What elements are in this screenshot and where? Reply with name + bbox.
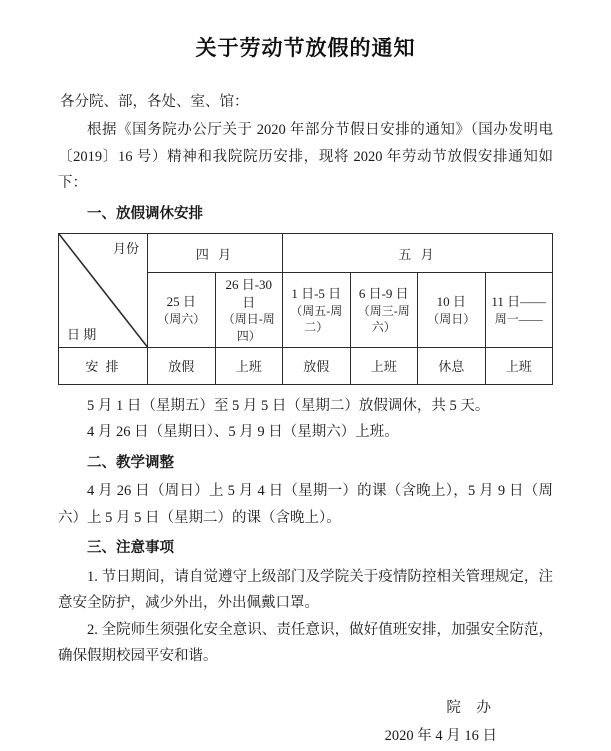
- section-heading-1: 一、放假调休安排: [87, 205, 203, 222]
- section-heading-3: 三、注意事项: [87, 540, 174, 557]
- arrangement-cell-3: 放假: [283, 347, 351, 384]
- signature-org: 院 办: [446, 700, 497, 717]
- page-title: 关于劳动节放假的通知: [195, 36, 416, 60]
- date-cell-1: [148, 273, 216, 347]
- date-cell-3-line2: （周五-周二）: [290, 303, 343, 334]
- section-3-paragraph-1: 1. 节日期间，请自觉遵守上级部门及学院关于疫情防控相关管理规定，注意安全防护，减少外出，外出佩戴口罩。: [58, 568, 553, 612]
- date-cell-1-line2: （周六）: [157, 311, 206, 326]
- table-row: [59, 234, 553, 273]
- table-row: [59, 347, 553, 384]
- holiday-schedule-table: [58, 233, 553, 384]
- arrangement-cell-4: 上班: [350, 347, 418, 384]
- arrangement-cell-6: 上班: [485, 347, 553, 384]
- section-1-paragraph-2: 4 月 26 日（星期日）、5 月 9 日（星期六）上班。: [87, 424, 399, 441]
- date-cell-6-line1: 11 日——: [491, 294, 547, 310]
- signature-date: 2020 年 4 月 16 日: [384, 727, 497, 744]
- date-cell-6: [485, 273, 553, 347]
- date-cell-1-line1: 25 日: [166, 294, 196, 310]
- month-header-april: 四 月: [148, 234, 283, 273]
- corner-label-date: 日 期: [67, 326, 97, 342]
- month-header-may: 五 月: [283, 234, 553, 273]
- table-corner-header: [59, 234, 148, 347]
- date-cell-3: [283, 273, 351, 347]
- section-2-paragraph-1: 4 月 26 日（周日）上 5 月 4 日（星期一）的课（含晚上），5 月 9 日（周六）上 5 月 5 日（星期二）的课（含晚上）。: [58, 483, 553, 526]
- arrangement-cell-1: 放假: [148, 347, 216, 384]
- section-1-paragraph-1: 5 月 1 日（星期五）至 5 月 5 日（星期二）放假调休，共 5 天。: [87, 397, 490, 414]
- signature-block: [58, 695, 553, 750]
- intro-paragraph: 根据《国务院办公厅关于 2020 年部分节假日安排的通知》（国办发明电〔2019〕16 号）精神和我院院历安排，现将 2020 年劳动节放假安排通知如下：: [58, 122, 553, 192]
- date-cell-5: [418, 273, 486, 347]
- corner-label-month: 月份: [112, 241, 139, 257]
- date-cell-5-line1: 10 日: [436, 294, 466, 310]
- date-cell-4: [350, 273, 418, 347]
- date-cell-6-line2: 周一——: [494, 311, 543, 326]
- arrangement-cell-2: 上班: [215, 347, 283, 384]
- date-cell-3-line1: 1 日-5 日: [291, 286, 342, 302]
- section-heading-2: 二、教学调整: [87, 454, 174, 471]
- document-page: [0, 32, 611, 744]
- date-cell-2-line1: 26 日-30 日: [225, 277, 273, 310]
- salutation: 各分院、部，各处、室、馆：: [60, 94, 249, 110]
- date-cell-2-line2: （周日-周四）: [222, 312, 275, 343]
- section-3-paragraph-2: 2. 全院师生须强化安全意识、责任意识，做好值班安排，加强安全防范，确保假期校园平安和谐。: [58, 621, 553, 665]
- date-cell-4-line2: （周三-周六）: [357, 303, 410, 334]
- date-cell-4-line1: 6 日-9 日: [358, 286, 409, 302]
- row-label-arrangement: 安 排: [59, 347, 148, 384]
- date-cell-2: [215, 273, 283, 347]
- date-cell-5-line2: （周日）: [427, 311, 476, 326]
- arrangement-cell-5: 休息: [418, 347, 486, 384]
